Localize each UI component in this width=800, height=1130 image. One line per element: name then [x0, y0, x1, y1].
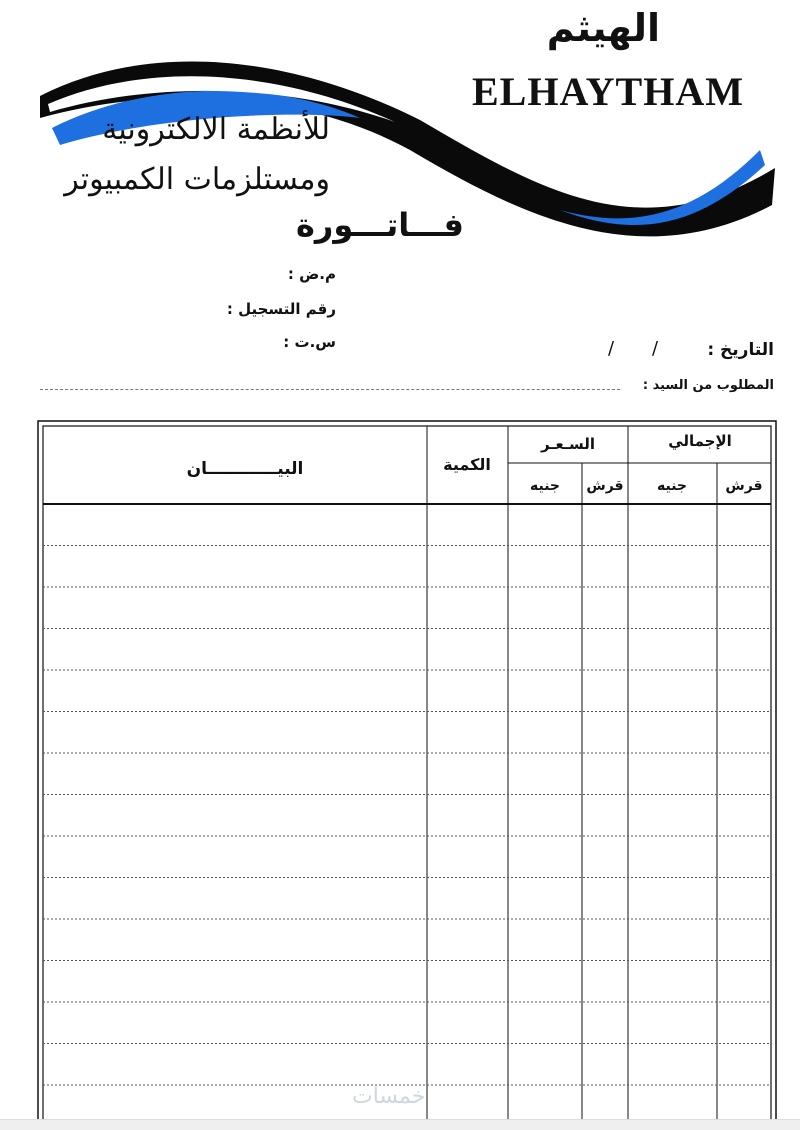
watermark-text: خمسات	[352, 1084, 426, 1109]
page-footer-bar	[0, 1119, 800, 1130]
customer-label: المطلوب من السيد :	[642, 378, 774, 393]
quantity-header: الكمية	[443, 455, 491, 474]
date-label: التاريخ :	[707, 340, 774, 360]
price-pound-header: جنيه	[529, 478, 561, 494]
registration-number-label: رقم التسجيل :	[226, 300, 336, 318]
total-pound-header: جنيه	[656, 478, 688, 494]
brand-tagline-line2: ومستلزمات الكمبيوتر	[64, 162, 330, 197]
date-separator-2: /	[608, 338, 615, 359]
brand-tagline-line1: للأنظمة الالكترونية	[102, 112, 330, 147]
tax-file-label: م.ض :	[287, 265, 336, 283]
commercial-register-label: س.ت :	[283, 333, 336, 351]
date-separator-1: /	[652, 338, 659, 359]
table-inner-frame	[43, 426, 771, 1130]
invoice-title: فـــاتـــورة	[296, 206, 464, 244]
price-header: السـعـر	[540, 435, 596, 453]
description-header: البيــــــــــــان	[186, 459, 304, 479]
price-piaster-header: قرش	[586, 478, 624, 494]
total-piaster-header: قرش	[725, 478, 763, 494]
table-row-lines	[43, 546, 771, 1086]
total-header: الإجمالي	[668, 432, 732, 450]
brand-name-english: ELHAYTHAM	[471, 69, 744, 114]
brand-name-arabic: الهيثم	[546, 6, 660, 50]
table-outer-frame	[38, 421, 776, 1130]
